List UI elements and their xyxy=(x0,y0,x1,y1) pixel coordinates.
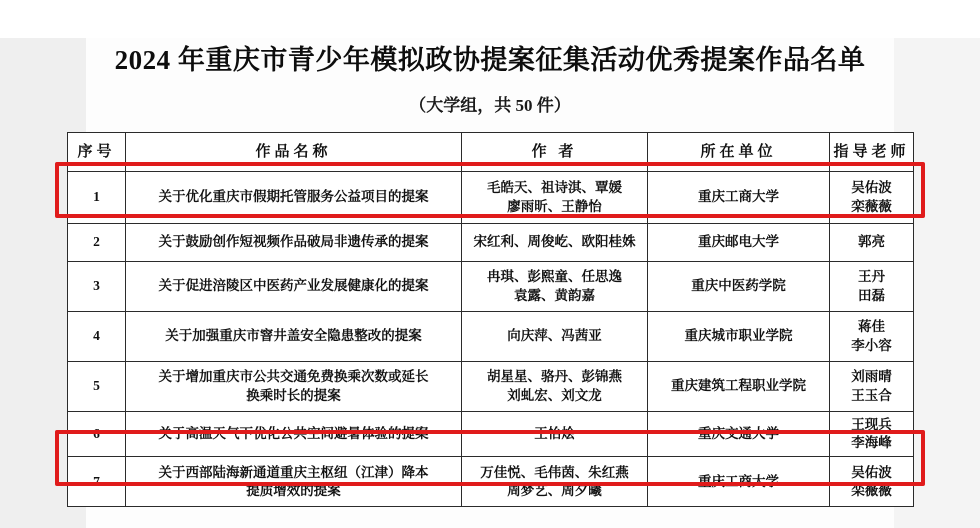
award-table xyxy=(67,132,914,507)
cell-no: 7 xyxy=(68,457,126,507)
cell-teacher xyxy=(830,312,914,362)
cell-line: 李海峰 xyxy=(851,435,892,451)
cell-line: 王怡烩 xyxy=(534,426,575,442)
cell-line: 袁露、黄韵嘉 xyxy=(514,287,595,303)
cell-author xyxy=(462,412,648,457)
cell-line: 重庆工商大学 xyxy=(698,473,779,489)
column-header-no: 序号 xyxy=(68,133,126,172)
cell-line: 蒋佳 xyxy=(858,319,885,335)
cell-no: 2 xyxy=(68,224,126,262)
cell-no: 5 xyxy=(68,362,126,412)
table-row xyxy=(68,412,914,457)
cell-title xyxy=(126,262,462,312)
table-row xyxy=(68,362,914,412)
cell-line: 田磊 xyxy=(858,287,885,303)
cell-line: 换乘时长的提案 xyxy=(246,387,341,403)
cell-line: 廖雨昕、王静怡 xyxy=(507,198,602,214)
cell-line: 栾薇薇 xyxy=(851,482,892,498)
cell-unit xyxy=(648,457,830,507)
cell-no: 3 xyxy=(68,262,126,312)
cell-unit xyxy=(648,172,830,224)
cell-line: 向庆萍、冯茜亚 xyxy=(507,328,602,344)
table-row xyxy=(68,457,914,507)
cell-title xyxy=(126,224,462,262)
cell-author xyxy=(462,262,648,312)
table-row xyxy=(68,172,914,224)
column-header-teacher: 指导老师 xyxy=(830,133,914,172)
cell-teacher xyxy=(830,412,914,457)
cell-teacher xyxy=(830,172,914,224)
cell-line: 王现兵 xyxy=(851,417,892,432)
cell-line: 关于优化重庆市假期托管服务公益项目的提案 xyxy=(158,189,429,205)
table-header-row xyxy=(68,133,914,172)
cell-line: 重庆建筑工程职业学院 xyxy=(671,378,806,394)
cell-line: 关于高温天气下优化公共空间避暑体验的提案 xyxy=(158,426,429,442)
column-header-title: 作品名称 xyxy=(126,133,462,172)
cell-line: 王玉合 xyxy=(851,387,892,403)
cell-line: 关于鼓励创作短视频作品破局非遗传承的提案 xyxy=(158,234,429,250)
table-row xyxy=(68,224,914,262)
cell-title xyxy=(126,362,462,412)
cell-author xyxy=(462,362,648,412)
document-page xyxy=(0,38,980,528)
cell-line: 吴佑波 xyxy=(851,464,892,480)
cell-line: 李小容 xyxy=(851,337,892,353)
cell-line: 重庆邮电大学 xyxy=(698,234,779,250)
page-subtitle: （大学组，共 50 件） xyxy=(409,96,571,115)
cell-title xyxy=(126,172,462,224)
cell-no: 1 xyxy=(68,172,126,224)
cell-line: 宋红利、周俊屹、欧阳桂姝 xyxy=(473,234,636,250)
cell-line: 重庆城市职业学院 xyxy=(684,328,793,344)
cell-unit xyxy=(648,362,830,412)
cell-line: 重庆工商大学 xyxy=(698,189,779,205)
cell-line: 王丹 xyxy=(858,269,885,285)
page-title: 2024 年重庆市青少年模拟政协提案征集活动优秀提案作品名单 xyxy=(114,45,866,75)
cell-unit xyxy=(648,262,830,312)
column-header-unit: 所在单位 xyxy=(648,133,830,172)
cell-line: 毛皓天、祖诗淇、覃媛 xyxy=(487,180,622,196)
cell-line: 关于西部陆海新通道重庆主枢纽（江津）降本 xyxy=(158,464,429,480)
cell-unit xyxy=(648,224,830,262)
cell-author xyxy=(462,224,648,262)
cell-line: 万佳悦、毛伟茵、朱红燕 xyxy=(480,464,629,480)
cell-no: 4 xyxy=(68,312,126,362)
cell-title xyxy=(126,312,462,362)
cell-no: 6 xyxy=(68,412,126,457)
cell-author xyxy=(462,312,648,362)
cell-title xyxy=(126,457,462,507)
cell-line: 吴佑波 xyxy=(851,180,892,196)
cell-line: 提质增效的提案 xyxy=(246,482,341,498)
cell-teacher xyxy=(830,262,914,312)
cell-teacher xyxy=(830,362,914,412)
cell-author xyxy=(462,457,648,507)
cell-line: 重庆中医药学院 xyxy=(691,278,786,294)
cell-line: 关于加强重庆市窨井盖安全隐患整改的提案 xyxy=(165,328,422,344)
cell-teacher xyxy=(830,224,914,262)
cell-line: 刘虬宏、刘文龙 xyxy=(507,387,602,403)
cell-author xyxy=(462,172,648,224)
cell-line: 郭亮 xyxy=(858,234,885,250)
cell-line: 刘雨晴 xyxy=(851,369,892,385)
cell-line: 关于增加重庆市公共交通免费换乘次数或延长 xyxy=(158,369,429,385)
cell-line: 栾薇薇 xyxy=(851,198,892,214)
cell-line: 关于促进涪陵区中医药产业发展健康化的提案 xyxy=(158,278,429,294)
cell-title xyxy=(126,412,462,457)
cell-unit xyxy=(648,312,830,362)
award-table-container xyxy=(67,132,913,507)
cell-line: 胡星星、骆丹、彭锦燕 xyxy=(487,369,622,385)
cell-unit xyxy=(648,412,830,457)
table-row xyxy=(68,312,914,362)
cell-teacher xyxy=(830,457,914,507)
cell-line: 冉琪、彭熙童、任思逸 xyxy=(487,269,622,285)
column-header-author: 作 者 xyxy=(462,133,648,172)
cell-line: 周梦艺、周夕曦 xyxy=(507,482,602,498)
cell-line: 重庆交通大学 xyxy=(698,426,779,442)
table-row xyxy=(68,262,914,312)
